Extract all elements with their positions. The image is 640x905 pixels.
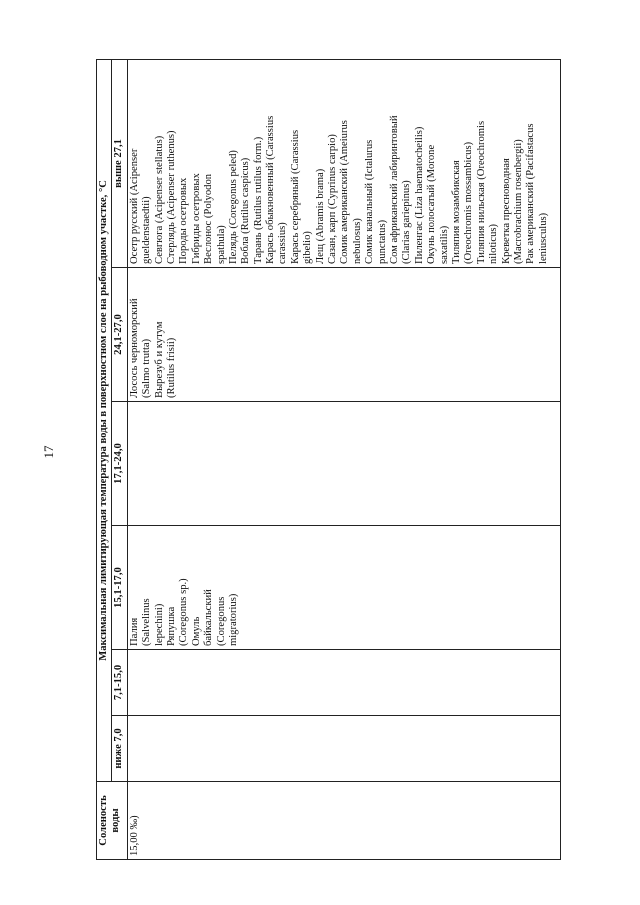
page-number: 17 [41,445,56,459]
salinity-cell: 15,00 ‰) [127,782,560,860]
rotated-table-area [96,60,586,860]
species-cell-17-24 [127,402,560,526]
table-row [127,59,560,859]
temperature-species-table [96,59,561,860]
species-cell-7-15 [127,650,560,716]
column-header-7-15: 7,1-15,0 [112,650,127,716]
species-cell-above-27: Осетр русский (Acipenser gueldenstaedtii) Севгюга (Acipenser stellatus) Стерлядь (Acipenser ruthenus) Породы осетровых Гибриды осетровых Веслонос (Polyodon spathula) Пелядь (Coregonus peled) Вобла (Rutilus caspicus) Тарань (Rutilus rutilus form.) Карась обыкновенный (Carassius carassius) Карась серебряный (Carassius gibelio) Лещ (Abramis brama) Сазан, карп (Cyprinus carpio) Сомик американский (Ameiurus nebulosus) Сомик канальный (Ictalurus punctatus) Сом африканский лабиринтовый (Clarias gariepinus) Пиленгас (Liza haematocheilis) Окунь полосатый (Morone saxatilis) Тиляпия мозамбикская (Oreochromis mossambicus) Тиляпия нильская (Oreochromis niloticus) Креветка пресноводная (Macrobrachium rosenbergii) Рак американский (Pacifastacus leniusculus) [127,59,560,267]
species-cell-24-27: Лосось черноморский (Salmo trutta) Вырезуб и кутум (Rutilus frisii) [127,268,560,402]
column-header-above-27: выше 27,1 [112,59,127,267]
column-header-15-17: 15,1-17,0 [112,526,127,650]
landscape-table-frame [96,60,586,860]
salinity-header: Соленость воды [97,782,128,860]
species-cell-15-17: Палия (Salvelinus lepechini) Ряпушка (Coregonus sp.) Омуль байкальский (Coregonus migratorius) [127,526,560,650]
species-cell-below-7 [127,716,560,782]
column-header-24-27: 24,1-27,0 [112,268,127,402]
temperature-group-header: Максимальная лимитирующая температура воды в поверхностном слое на рыбоводном участке, °С [97,59,112,781]
column-header-17-24: 17,1-24,0 [112,402,127,526]
column-header-below-7: ниже 7,0 [112,716,127,782]
